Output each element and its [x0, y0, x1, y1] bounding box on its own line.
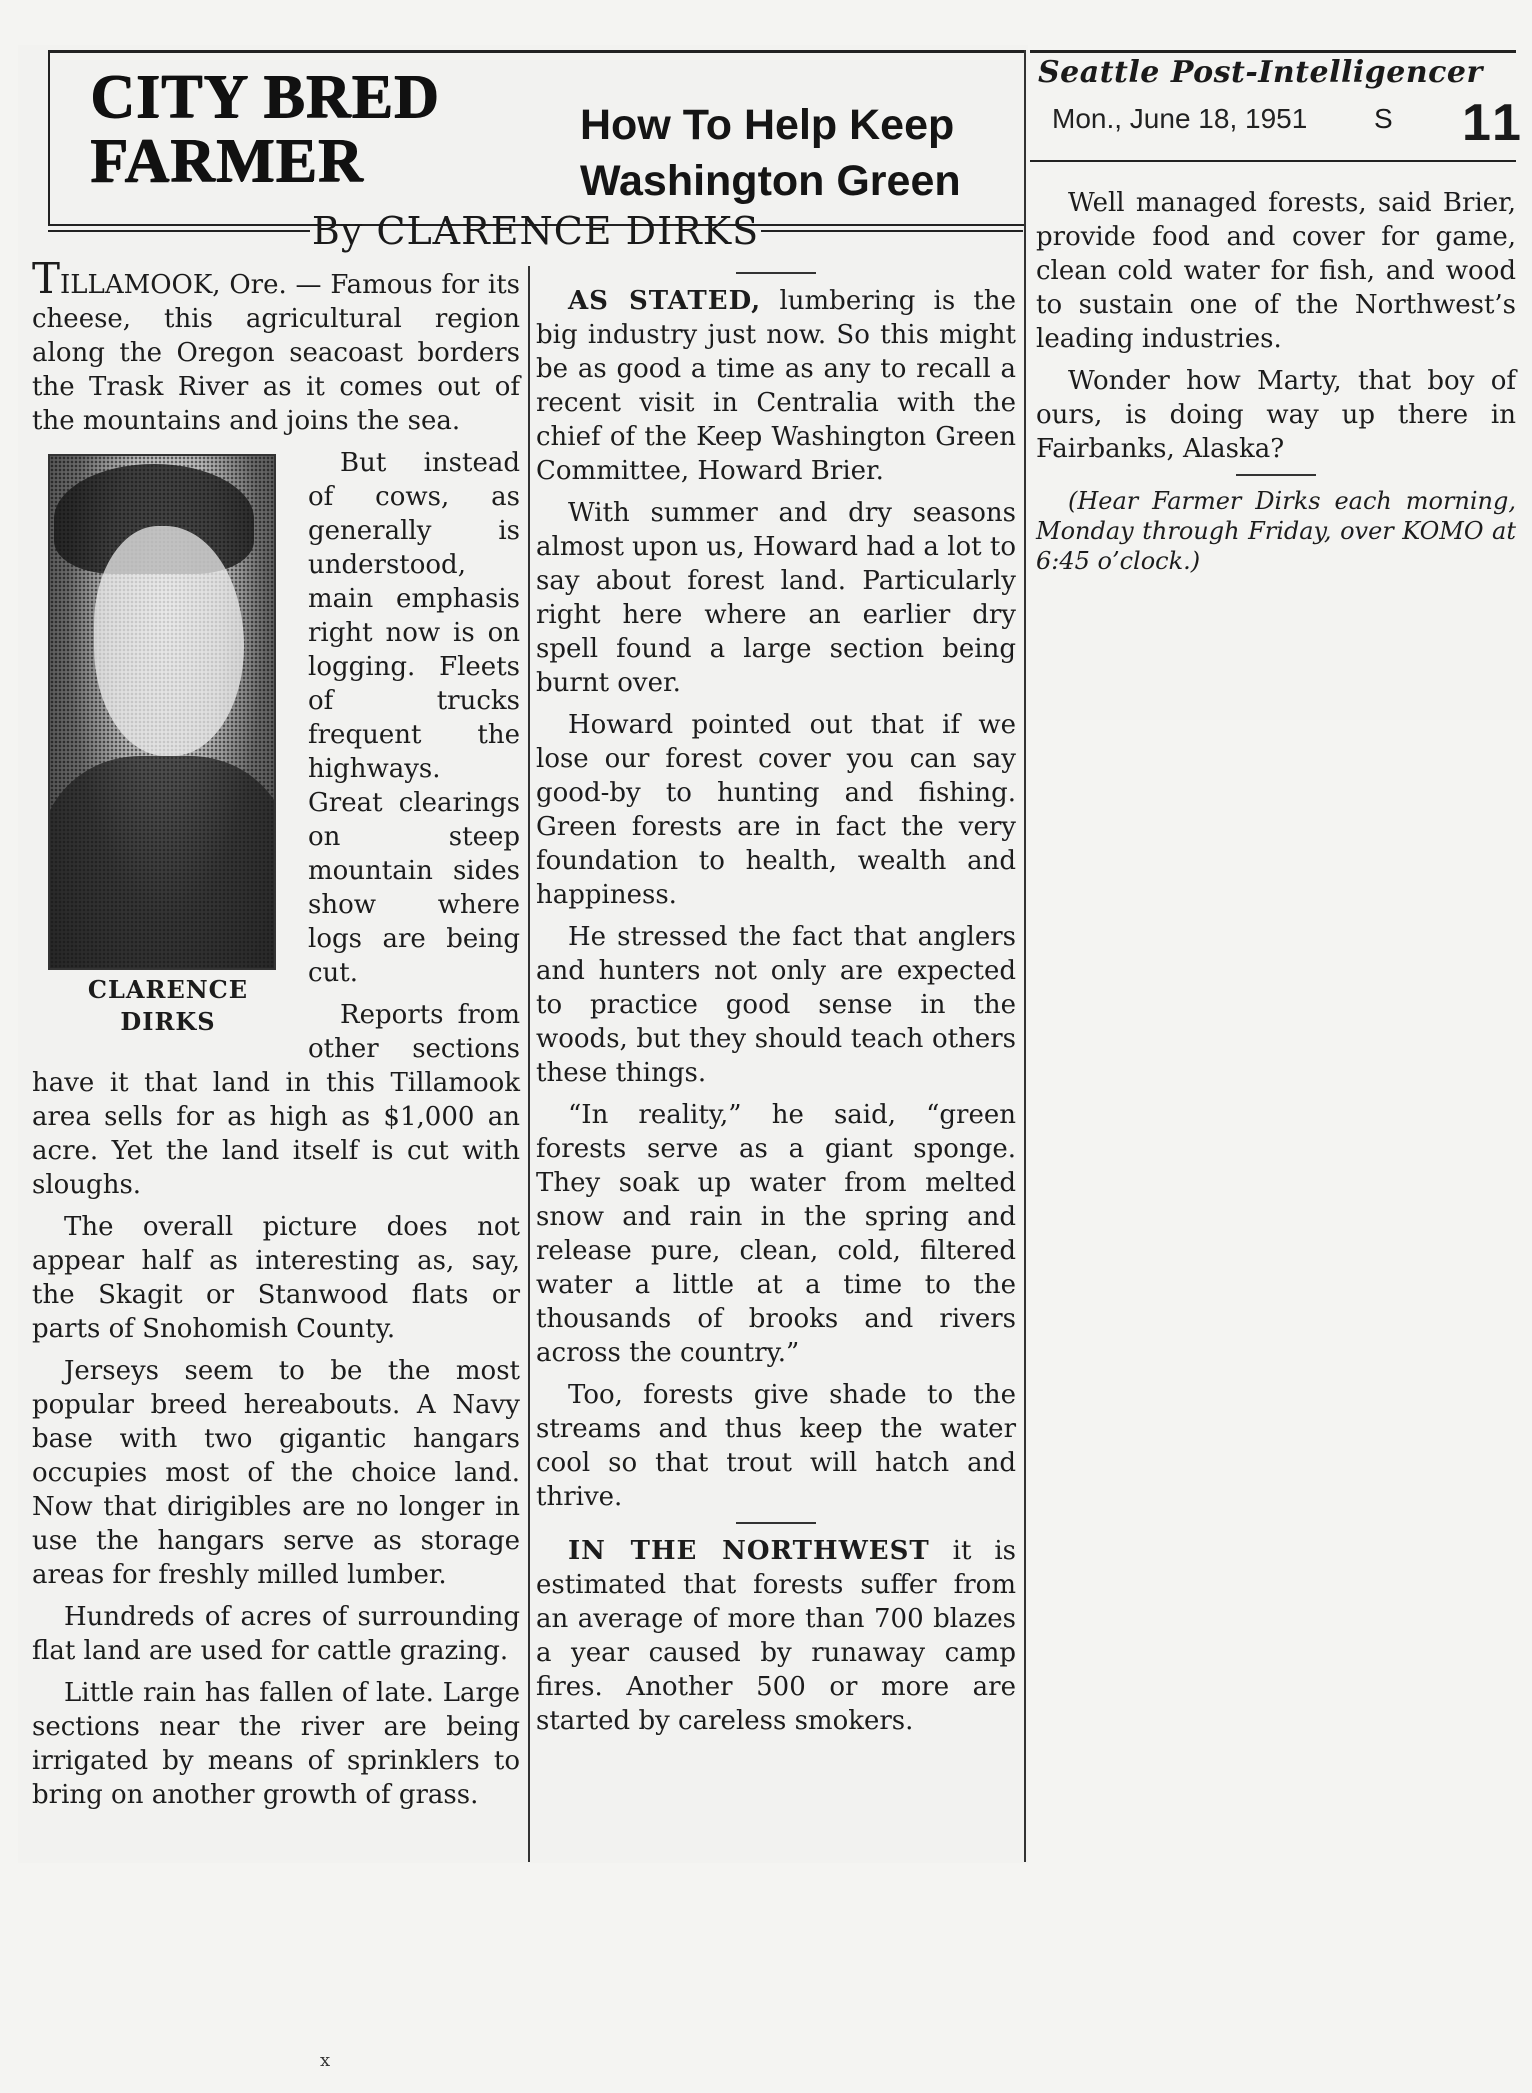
article-paragraph: He stressed the fact that anglers and hunters not only are expected to practice good sense in the woods, but they should teach others these things. [536, 922, 1016, 1088]
section-divider [736, 272, 816, 274]
headline [580, 97, 1000, 209]
article-paragraph: Too, forests give shade to the streams and thus keep the water cool so that trout will hatch and thrive. [536, 1380, 1016, 1512]
article-column-2 [536, 266, 1016, 1746]
radio-note: (Hear Farmer Dirks each morning, Monday through Friday, over KOMO at 6:45 o’clock.) [1036, 487, 1516, 575]
article-paragraph: Little rain has fallen of late. Large sections near the river are being irrigated by means of sprinklers to bring on another growth of grass. [32, 1678, 520, 1810]
author-photo-block [48, 454, 288, 1038]
section-divider [736, 1522, 816, 1524]
article-paragraph: Well managed forests, said Brier, provide food and cover for game, clean cold water for fish, and wood to sustain one of the Northwest’s leading industries. [1036, 188, 1516, 354]
caption-line-1: CLARENCE [87, 975, 249, 1004]
subhead: AS STATED, [568, 286, 762, 316]
page-number: 11 [1462, 94, 1525, 152]
photo-caption [48, 974, 288, 1038]
kicker-line-1: CITY BRED [90, 63, 440, 131]
section-letter: S [1374, 103, 1393, 134]
stray-mark: x [320, 2050, 331, 2071]
article-column-3 [1036, 186, 1516, 584]
byline-rule-left [48, 230, 310, 232]
article-paragraph [32, 254, 520, 438]
byline-row [48, 206, 1023, 256]
article-paragraph: Howard pointed out that if we lose our forest cover you can say good-by to hunting and fishing. Green forests are in fact the very foundation to health, wealth and happiness. [536, 710, 1016, 910]
article-paragraph: The overall picture does not appear half as interesting as, say, the Skagit or Stanwood flats or parts of Snohomish County. [32, 1212, 520, 1344]
subhead: IN THE NORTHWEST [568, 1536, 930, 1566]
byline: By CLARENCE DIRKS [311, 209, 760, 253]
masthead [1030, 50, 1525, 162]
article-column-1 [32, 254, 520, 1820]
article-paragraph: But instead of cows, as generally is understood, main emphasis right now is on logging. Fleets of trucks frequent the highways. Great clearings on steep mountain sides show where logs are being cut. [308, 448, 520, 988]
issue-date: Mon., June 18, 1951 [1052, 103, 1308, 134]
article-paragraph: Hundreds of acres of surrounding flat land are used for cattle grazing. [32, 1602, 520, 1666]
headline-line-2: Washington Green [580, 157, 961, 205]
article-paragraph: Reports from other sections have it that land in this Tillamook area sells for as high as $1,000 an acre. Yet the land itself is cut with sloughs. [32, 1000, 520, 1200]
article-paragraph: Wonder how Marty, that boy of ours, is doing way up there in Fairbanks, Alaska? [1036, 366, 1516, 464]
article-paragraph: With summer and dry seasons almost upon us, Howard had a lot to say about forest land. Particularly right here where an earlier dry spell found a large section being burnt over. [536, 498, 1016, 698]
author-portrait [48, 454, 276, 970]
byline-rule-right [761, 230, 1023, 232]
paper-name: Seattle Post-Intelligencer [1038, 55, 1483, 90]
column-kicker [90, 65, 550, 193]
drop-cap: T [32, 254, 61, 303]
section-divider [1236, 474, 1316, 476]
column-rule-1 [528, 266, 530, 1862]
article-paragraph: AS STATED, lumbering is the big industry just now. So this might be as good a time as any to recall a recent visit in Centralia with the chief of the Keep Washington Green Committee, Howard Brier. [536, 286, 1016, 486]
headline-box [48, 50, 1026, 226]
caption-line-2: DIRKS [120, 1007, 216, 1036]
headline-line-1: How To Help Keep [580, 101, 955, 149]
kicker-line-2: FARMER [90, 127, 364, 195]
article-paragraph: IN THE NORTHWEST it is estimated that forests suffer from an average of more than 700 blazes a year caused by runaway camp fires. Another 500 or more are started by careless smokers. [536, 1536, 1016, 1736]
article-paragraph: Jerseys seem to be the most popular breed hereabouts. A Navy base with two gigantic hangars occupies most of the choice land. Now that dirigibles are no longer in use the hangars serve as storage areas for freshly milled lumber. [32, 1356, 520, 1590]
article-paragraph: “In reality,” he said, “green forests serve as a giant sponge. They soak up water from melted snow and rain in the spring and release pure, clean, cold, filtered water a little at a time to the thousands of brooks and rivers across the country.” [536, 1100, 1016, 1368]
column-rule-2 [1024, 50, 1026, 1862]
lead-text: ILLAMOOK, Ore. — Famous for its cheese, this agricultural region along the Oregon seacoast borders the Trask River as it comes out of the mountains and joins the sea. [32, 270, 520, 436]
